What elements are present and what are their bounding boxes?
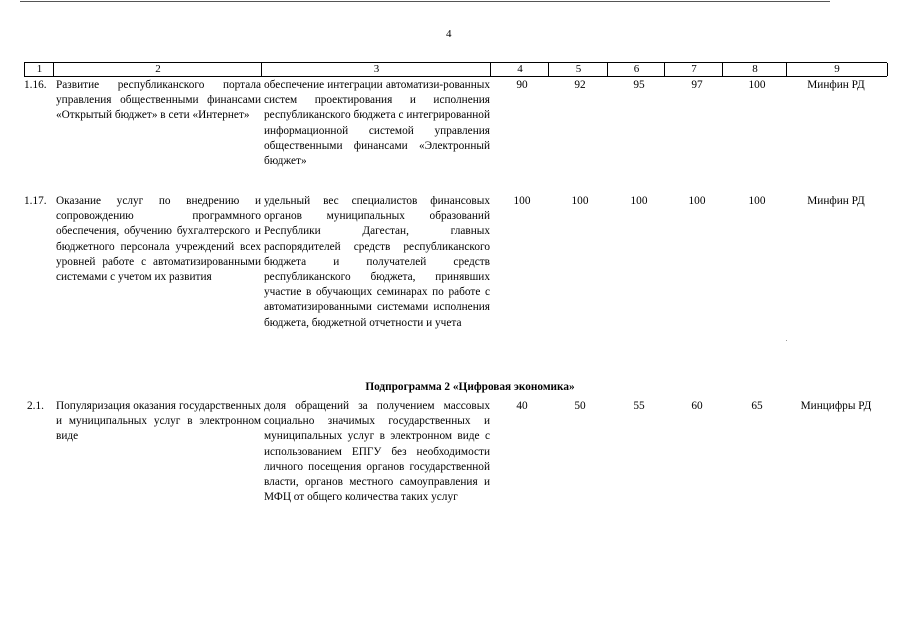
row-value-col5: 100 bbox=[571, 195, 589, 207]
header-col-7: 7 bbox=[664, 63, 723, 76]
row-value-col4: 100 bbox=[513, 195, 531, 207]
scan-speck bbox=[786, 340, 787, 341]
row-value-col8: 100 bbox=[748, 195, 766, 207]
header-col-4: 4 bbox=[490, 63, 549, 76]
row-number: 2.1. bbox=[27, 400, 44, 412]
row-indicator: обеспечение интеграции автоматизи-рованных систем проектирования и исполнения республиканского бюджета с интегрированной информационной системой управления общественными финансами «Электронный бюджет» bbox=[264, 79, 490, 168]
row-indicator: доля обращений за получением массовых социально значимых государственных и муниципальных услуг в электронном виде с использованием ЕПГУ без необходимости личного посещения органов государственной власти, органов местного самоуправления и МФЦ от общего количества таких услуг bbox=[264, 400, 490, 504]
page-number: 4 bbox=[446, 28, 452, 40]
row-responsible: Минфин РД bbox=[807, 195, 865, 207]
header-col-8: 8 bbox=[722, 63, 787, 76]
row-value-col4: 40 bbox=[516, 400, 528, 412]
row-name: Развитие республиканского портала управления общественными финансами «Открытый бюджет» в сети «Интернет» bbox=[56, 79, 261, 122]
row-value-col6: 95 bbox=[633, 79, 645, 91]
header-col-6: 6 bbox=[607, 63, 665, 76]
row-indicator: удельный вес специалистов финансовых органов муниципальных образований Республики Дагестан, главных распорядителей средств республиканского бюджета и получателей средств республиканского бюджета, принявших участие в обучающих семинарах по работе с автоматизированными системами исполнения бюджета, бюджетной отчетности и учета bbox=[264, 195, 490, 329]
row-name: Оказание услуг по внедрению и сопровождению программного обеспечения, обучению бухгалтерского и бюджетного персонала учреждений всех уровней работе с автоматизированными системами с учетом их развития bbox=[56, 195, 261, 284]
row-number: 1.16. bbox=[24, 79, 47, 91]
row-value-col5: 50 bbox=[574, 400, 586, 412]
header-col-3: 3 bbox=[261, 63, 491, 76]
row-responsible: Минцифры РД bbox=[800, 400, 872, 412]
row-number: 1.17. bbox=[24, 195, 47, 207]
row-name: Популяризация оказания государственных и муниципальных услуг в электронном виде bbox=[56, 400, 261, 443]
header-col-1: 1 bbox=[24, 63, 54, 76]
page-top-edge bbox=[20, 1, 830, 2]
row-value-col5: 92 bbox=[574, 79, 586, 91]
row-value-col8: 65 bbox=[751, 400, 763, 412]
table-header-row bbox=[24, 62, 887, 77]
row-value-col8: 100 bbox=[748, 79, 766, 91]
subprogram-title: Подпрограмма 2 «Цифровая экономика» bbox=[365, 381, 575, 393]
row-value-col6: 100 bbox=[630, 195, 648, 207]
row-value-col7: 60 bbox=[691, 400, 703, 412]
row-responsible: Минфин РД bbox=[807, 79, 865, 91]
header-col-2: 2 bbox=[53, 63, 262, 76]
row-value-col4: 90 bbox=[516, 79, 528, 91]
row-value-col6: 55 bbox=[633, 400, 645, 412]
row-value-col7: 100 bbox=[688, 195, 706, 207]
header-col-9: 9 bbox=[786, 63, 888, 76]
header-col-5: 5 bbox=[548, 63, 608, 76]
row-value-col7: 97 bbox=[691, 79, 703, 91]
